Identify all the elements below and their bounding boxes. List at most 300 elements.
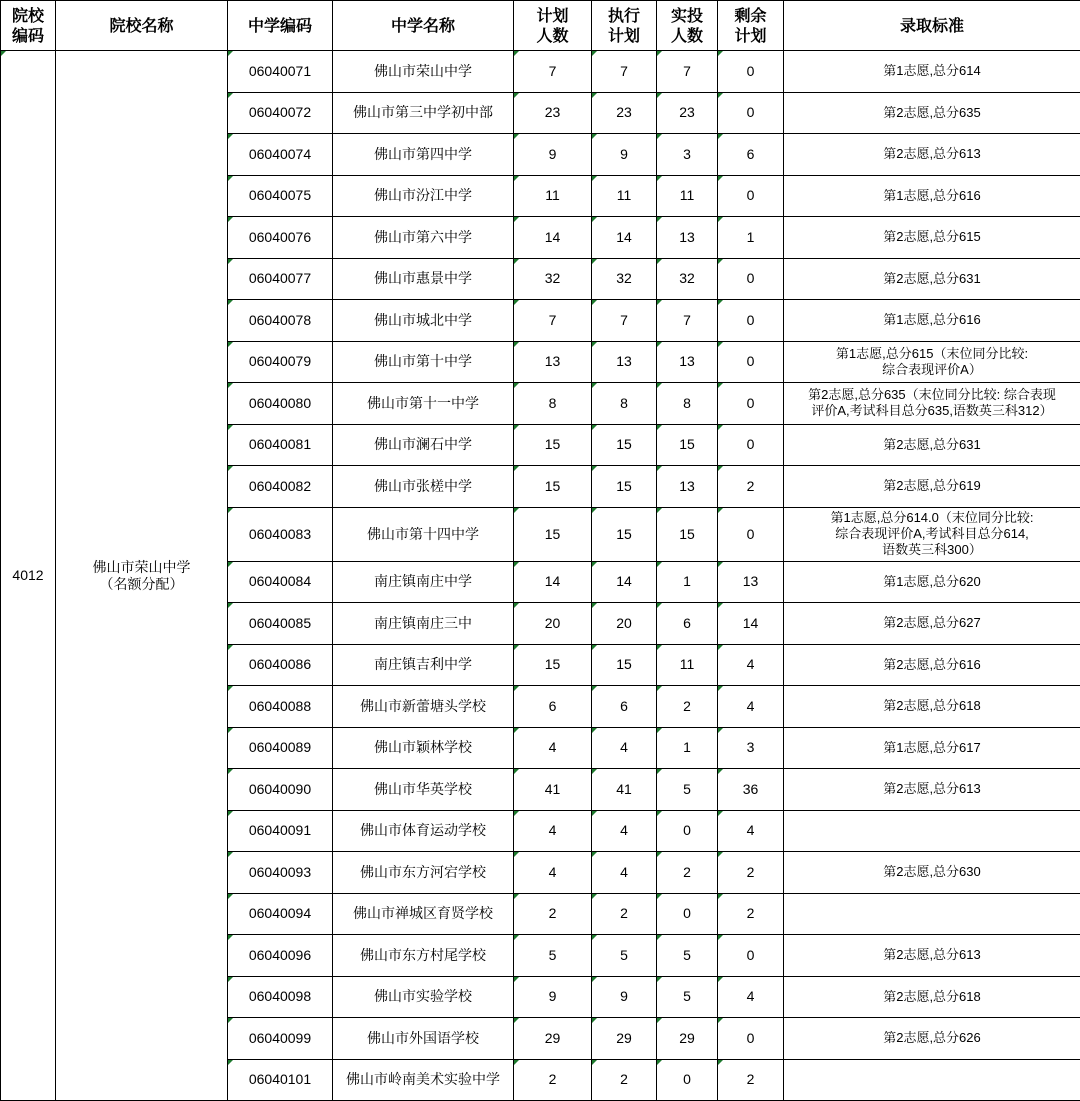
ms-code-text: 06040074 [248, 145, 312, 162]
exec-text: 15 [616, 525, 632, 542]
ms-code-text: 06040091 [248, 822, 312, 839]
actual-text: 13 [679, 353, 695, 370]
remain-text: 0 [746, 525, 755, 542]
standard-text: 第1志愿,总分617 [883, 739, 981, 755]
cell-corner-marker [592, 134, 597, 139]
cell-corner-marker [718, 728, 723, 733]
actual-cell [657, 1059, 718, 1101]
actual-cell [657, 935, 718, 977]
exec-cell [592, 383, 657, 425]
remain-text: 0 [746, 353, 755, 370]
plan-cell [514, 507, 592, 561]
cell-corner-marker [592, 811, 597, 816]
remain-text: 2 [746, 1071, 755, 1088]
remain-text: 6 [746, 145, 755, 162]
ms-name-text: 南庄镇南庄三中 [374, 614, 472, 631]
ms-name-text: 南庄镇南庄中学 [374, 573, 472, 590]
exec-cell [592, 727, 657, 769]
exec-cell [592, 893, 657, 935]
exec-text: 14 [616, 573, 632, 590]
exec-cell [592, 810, 657, 852]
ms-code-text: 06040101 [248, 1071, 312, 1088]
plan-text: 4 [548, 822, 557, 839]
actual-text: 2 [683, 697, 691, 714]
school-name-text: 佛山市荣山中学 （名额分配） [92, 558, 191, 592]
remain-cell [718, 51, 784, 93]
remain-cell [718, 769, 784, 811]
cell-corner-marker [228, 383, 233, 388]
cell-corner-marker [592, 1018, 597, 1023]
ms-code-text: 06040088 [248, 697, 312, 714]
remain-cell [718, 852, 784, 894]
standard-text: 第1志愿,总分614 [883, 63, 981, 79]
remain-text: 1 [746, 228, 755, 245]
actual-cell [657, 134, 718, 176]
actual-cell [657, 769, 718, 811]
plan-cell [514, 92, 592, 134]
plan-text: 8 [548, 394, 557, 411]
cell-corner-marker [228, 1018, 233, 1023]
cell-corner-marker [657, 852, 662, 857]
ms-name-cell [333, 976, 514, 1018]
cell-corner-marker [592, 300, 597, 305]
plan-text: 2 [548, 1071, 557, 1088]
standard-text: 第2志愿,总分618 [883, 698, 981, 714]
cell-corner-marker [592, 894, 597, 899]
cell-corner-marker [657, 93, 662, 98]
ms-code-cell [228, 561, 333, 603]
plan-cell [514, 466, 592, 508]
cell-corner-marker [228, 562, 233, 567]
ms-name-text: 佛山市外国语学校 [367, 1029, 479, 1046]
cell-corner-marker [657, 894, 662, 899]
plan-cell [514, 1018, 592, 1060]
cell-corner-marker [718, 686, 723, 691]
ms-name-text: 佛山市实验学校 [374, 988, 472, 1005]
ms-code-text: 06040082 [248, 477, 312, 494]
standard-cell [784, 727, 1080, 769]
actual-cell [657, 852, 718, 894]
exec-text: 32 [616, 270, 632, 287]
remain-cell [718, 603, 784, 645]
cell-corner-marker [514, 894, 519, 899]
actual-text: 0 [683, 1071, 691, 1088]
cell-corner-marker [514, 134, 519, 139]
exec-cell [592, 1059, 657, 1101]
ms-name-cell [333, 769, 514, 811]
plan-text: 41 [544, 780, 561, 797]
exec-cell [592, 217, 657, 259]
ms-code-cell [228, 175, 333, 217]
actual-cell [657, 341, 718, 383]
ms-name-cell [333, 727, 514, 769]
actual-cell [657, 507, 718, 561]
cell-corner-marker [514, 259, 519, 264]
cell-corner-marker [657, 176, 662, 181]
exec-text: 23 [616, 104, 632, 121]
ms-code-cell [228, 893, 333, 935]
remain-text: 14 [742, 614, 759, 631]
remain-cell [718, 561, 784, 603]
ms-name-cell [333, 134, 514, 176]
remain-text: 0 [746, 104, 755, 121]
cell-corner-marker [228, 852, 233, 857]
cell-corner-marker [592, 466, 597, 471]
standard-text: 第2志愿,总分613 [883, 947, 981, 963]
exec-cell [592, 644, 657, 686]
ms-name-cell [333, 383, 514, 425]
standard-cell [784, 424, 1080, 466]
exec-cell [592, 561, 657, 603]
standard-cell [784, 217, 1080, 259]
remain-cell [718, 175, 784, 217]
cell-corner-marker [592, 603, 597, 608]
exec-text: 15 [616, 436, 632, 453]
plan-cell [514, 341, 592, 383]
cell-corner-marker [228, 935, 233, 940]
plan-text: 20 [544, 614, 561, 631]
remain-text: 3 [746, 739, 755, 756]
ms-name-text: 佛山市第十一中学 [367, 394, 479, 411]
exec-text: 41 [616, 780, 632, 797]
ms-code-text: 06040076 [248, 228, 312, 245]
header-row [1, 1, 1080, 51]
remain-cell [718, 466, 784, 508]
cell-corner-marker [514, 686, 519, 691]
ms-code-cell [228, 466, 333, 508]
standard-cell [784, 1059, 1080, 1101]
remain-cell [718, 1059, 784, 1101]
plan-cell [514, 893, 592, 935]
actual-text: 1 [683, 739, 691, 756]
cell-corner-marker [228, 217, 233, 222]
ms-code-cell [228, 727, 333, 769]
ms-code-cell [228, 134, 333, 176]
cell-corner-marker [228, 51, 233, 56]
actual-text: 15 [679, 525, 695, 542]
ms-name-text: 佛山市第十中学 [374, 353, 472, 370]
standard-cell [784, 134, 1080, 176]
actual-cell [657, 644, 718, 686]
plan-text: 13 [544, 353, 561, 370]
cell-corner-marker [592, 93, 597, 98]
cell-corner-marker [718, 93, 723, 98]
ms-code-cell [228, 258, 333, 300]
plan-text: 7 [548, 62, 557, 79]
cell-corner-marker [718, 425, 723, 430]
standard-text: 第2志愿,总分635（末位同分比较: 综合表现 评价A,考试科目总分635,语数英三科312） [808, 387, 1056, 419]
cell-corner-marker [718, 935, 723, 940]
ms-code-text: 06040099 [248, 1029, 312, 1046]
actual-text: 8 [683, 394, 691, 411]
plan-text: 14 [544, 228, 561, 245]
cell-corner-marker [718, 134, 723, 139]
cell-corner-marker [718, 811, 723, 816]
remain-text: 2 [746, 863, 755, 880]
cell-corner-marker [718, 300, 723, 305]
ms-name-text: 佛山市张槎中学 [374, 477, 472, 494]
ms-name-cell [333, 466, 514, 508]
standard-text: 第2志愿,总分626 [883, 1030, 981, 1046]
cell-corner-marker [228, 93, 233, 98]
cell-corner-marker [514, 300, 519, 305]
cell-corner-marker [514, 852, 519, 857]
ms-code-cell [228, 300, 333, 342]
plan-text: 15 [544, 477, 561, 494]
standard-text: 第1志愿,总分614.0（末位同分比较: 综合表现评价A,考试科目总分614, 语数英三科300） [830, 510, 1034, 557]
cell-corner-marker [592, 508, 597, 513]
ms-code-text: 06040071 [248, 62, 312, 79]
cell-corner-marker [592, 1060, 597, 1065]
cell-corner-marker [718, 466, 723, 471]
table-row [1, 51, 1080, 93]
exec-text: 6 [620, 697, 628, 714]
remain-cell [718, 644, 784, 686]
cell-corner-marker [718, 894, 723, 899]
standard-text: 第1志愿,总分616 [883, 312, 981, 328]
cell-corner-marker [657, 425, 662, 430]
remain-cell [718, 424, 784, 466]
plan-text: 14 [544, 573, 561, 590]
exec-text: 7 [620, 62, 628, 79]
cell-corner-marker [657, 603, 662, 608]
ms-code-cell [228, 935, 333, 977]
cell-corner-marker [514, 51, 519, 56]
ms-name-cell [333, 644, 514, 686]
standard-cell [784, 51, 1080, 93]
standard-cell [784, 976, 1080, 1018]
plan-cell [514, 686, 592, 728]
cell-corner-marker [514, 603, 519, 608]
standard-cell [784, 341, 1080, 383]
actual-cell [657, 175, 718, 217]
remain-cell [718, 976, 784, 1018]
exec-cell [592, 258, 657, 300]
ms-code-text: 06040086 [248, 656, 312, 673]
header-school-name: 院校名称 [56, 1, 228, 51]
plan-text: 7 [548, 311, 557, 328]
actual-text: 0 [683, 905, 691, 922]
cell-corner-marker [657, 134, 662, 139]
ms-code-text: 06040072 [248, 104, 312, 121]
ms-code-cell [228, 507, 333, 561]
cell-corner-marker [657, 466, 662, 471]
standard-text: 第2志愿,总分627 [883, 615, 981, 631]
exec-text: 2 [620, 905, 628, 922]
cell-corner-marker [228, 811, 233, 816]
cell-corner-marker [514, 93, 519, 98]
ms-code-text: 06040078 [248, 311, 312, 328]
cell-corner-marker [228, 300, 233, 305]
standard-cell [784, 893, 1080, 935]
ms-name-text: 佛山市颖林学校 [374, 739, 472, 756]
cell-corner-marker [718, 176, 723, 181]
header-remain: 剩余 计划 [718, 1, 784, 51]
remain-text: 2 [746, 477, 755, 494]
plan-text: 15 [544, 525, 561, 542]
standard-cell [784, 507, 1080, 561]
exec-cell [592, 935, 657, 977]
cell-corner-marker [514, 562, 519, 567]
header-plan: 计划 人数 [514, 1, 592, 51]
ms-code-text: 06040096 [248, 946, 312, 963]
cell-corner-marker [657, 217, 662, 222]
exec-cell [592, 769, 657, 811]
cell-corner-marker [228, 508, 233, 513]
actual-text: 23 [679, 104, 695, 121]
plan-cell [514, 1059, 592, 1101]
cell-corner-marker [718, 1018, 723, 1023]
ms-name-text: 佛山市新蕾塘头学校 [360, 697, 486, 714]
exec-text: 29 [616, 1029, 632, 1046]
plan-text: 29 [544, 1029, 561, 1046]
cell-corner-marker [657, 728, 662, 733]
cell-corner-marker [228, 645, 233, 650]
ms-code-text: 06040093 [248, 863, 312, 880]
cell-corner-marker [228, 1060, 233, 1065]
plan-cell [514, 603, 592, 645]
cell-corner-marker [592, 852, 597, 857]
ms-name-cell [333, 893, 514, 935]
cell-corner-marker [592, 977, 597, 982]
actual-text: 32 [679, 270, 695, 287]
header-actual: 实投 人数 [657, 1, 718, 51]
remain-cell [718, 507, 784, 561]
exec-text: 15 [616, 477, 632, 494]
plan-text: 32 [544, 270, 561, 287]
plan-cell [514, 134, 592, 176]
cell-corner-marker [657, 645, 662, 650]
plan-text: 15 [544, 436, 561, 453]
actual-text: 2 [683, 863, 691, 880]
cell-corner-marker [514, 977, 519, 982]
plan-cell [514, 561, 592, 603]
ms-name-cell [333, 341, 514, 383]
ms-name-cell [333, 935, 514, 977]
ms-name-text: 佛山市第四中学 [374, 145, 472, 162]
cell-corner-marker [514, 811, 519, 816]
standard-cell [784, 300, 1080, 342]
cell-corner-marker [514, 176, 519, 181]
actual-cell [657, 424, 718, 466]
actual-cell [657, 466, 718, 508]
plan-cell [514, 727, 592, 769]
cell-corner-marker [718, 51, 723, 56]
exec-cell [592, 51, 657, 93]
ms-name-cell [333, 424, 514, 466]
exec-cell [592, 852, 657, 894]
standard-cell [784, 810, 1080, 852]
standard-text: 第1志愿,总分615（末位同分比较: 综合表现评价A） [835, 345, 1029, 377]
cell-corner-marker [228, 342, 233, 347]
remain-text: 13 [742, 573, 759, 590]
cell-corner-marker [514, 1018, 519, 1023]
ms-name-text: 佛山市体育运动学校 [360, 822, 486, 839]
ms-code-text: 06040079 [248, 353, 312, 370]
ms-name-cell [333, 217, 514, 259]
cell-corner-marker [657, 51, 662, 56]
plan-text: 2 [548, 905, 557, 922]
ms-name-cell [333, 1018, 514, 1060]
standard-text: 第2志愿,总分613 [883, 146, 981, 162]
actual-text: 15 [679, 436, 695, 453]
cell-corner-marker [718, 217, 723, 222]
remain-text: 0 [746, 946, 755, 963]
remain-text: 0 [746, 436, 755, 453]
remain-cell [718, 810, 784, 852]
exec-cell [592, 603, 657, 645]
ms-name-cell [333, 1059, 514, 1101]
cell-corner-marker [592, 769, 597, 774]
actual-text: 3 [683, 145, 691, 162]
cell-corner-marker [228, 425, 233, 430]
actual-text: 13 [679, 228, 695, 245]
plan-cell [514, 217, 592, 259]
cell-corner-marker [657, 342, 662, 347]
cell-corner-marker [514, 466, 519, 471]
ms-code-cell [228, 1018, 333, 1060]
actual-cell [657, 258, 718, 300]
ms-name-text: 佛山市东方河宕学校 [360, 863, 486, 880]
ms-code-cell [228, 976, 333, 1018]
plan-text: 11 [545, 187, 560, 204]
plan-cell [514, 300, 592, 342]
remain-text: 0 [746, 187, 755, 204]
cell-corner-marker [592, 51, 597, 56]
ms-name-text: 南庄镇吉利中学 [374, 656, 472, 673]
cell-corner-marker [228, 894, 233, 899]
exec-text: 5 [620, 946, 628, 963]
ms-name-text: 佛山市华英学校 [374, 780, 472, 797]
actual-cell [657, 1018, 718, 1060]
plan-cell [514, 852, 592, 894]
remain-text: 0 [746, 62, 755, 79]
ms-code-cell [228, 51, 333, 93]
cell-corner-marker [592, 728, 597, 733]
ms-name-cell [333, 507, 514, 561]
ms-name-text: 佛山市第六中学 [374, 228, 472, 245]
actual-cell [657, 92, 718, 134]
cell-corner-marker [228, 176, 233, 181]
cell-corner-marker [592, 425, 597, 430]
ms-name-text: 佛山市第十四中学 [367, 525, 479, 542]
exec-cell [592, 424, 657, 466]
ms-name-text: 佛山市荣山中学 [374, 62, 472, 79]
ms-name-cell [333, 603, 514, 645]
ms-name-text: 佛山市澜石中学 [374, 436, 472, 453]
ms-code-cell [228, 852, 333, 894]
actual-text: 7 [683, 62, 691, 79]
cell-corner-marker [228, 603, 233, 608]
cell-corner-marker [718, 508, 723, 513]
standard-text: 第2志愿,总分635 [883, 104, 981, 120]
plan-cell [514, 424, 592, 466]
actual-text: 5 [683, 780, 691, 797]
ms-code-cell [228, 686, 333, 728]
plan-text: 9 [548, 988, 557, 1005]
ms-code-text: 06040090 [248, 780, 312, 797]
standard-text: 第2志愿,总分616 [883, 656, 981, 672]
plan-cell [514, 51, 592, 93]
cell-corner-marker [592, 686, 597, 691]
plan-cell [514, 810, 592, 852]
exec-text: 7 [620, 311, 628, 328]
exec-text: 9 [620, 988, 628, 1005]
ms-code-text: 06040081 [248, 436, 312, 453]
ms-name-cell [333, 92, 514, 134]
header-standard: 录取标准 [784, 1, 1080, 51]
cell-corner-marker [228, 769, 233, 774]
